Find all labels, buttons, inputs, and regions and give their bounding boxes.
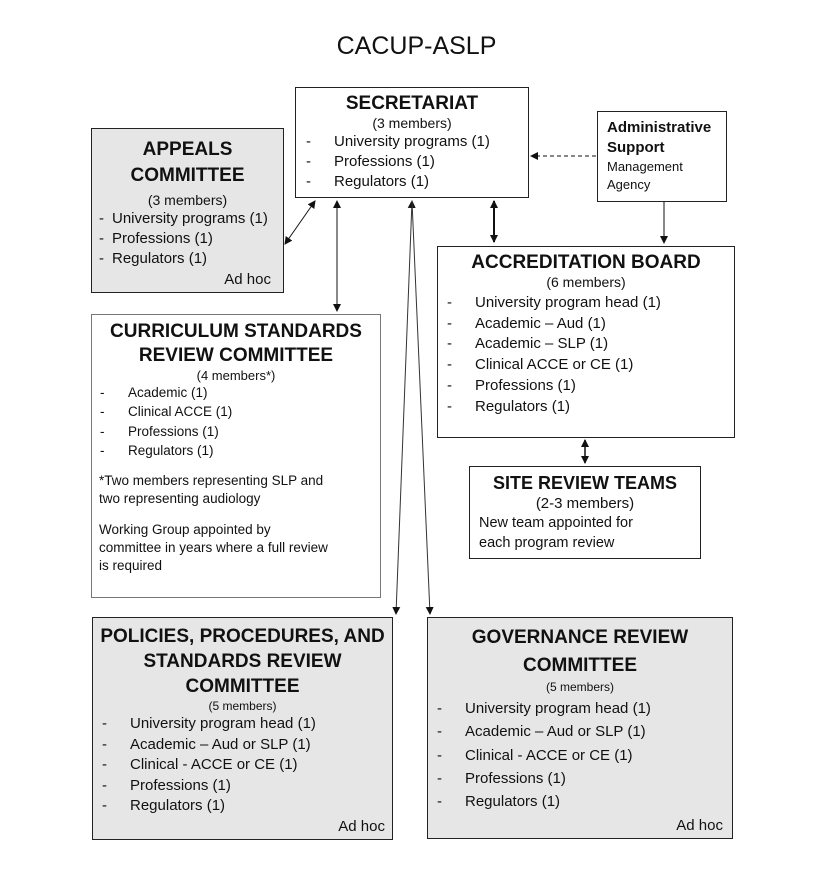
curriculum-heading: CURRICULUM STANDARDS REVIEW COMMITTEE <box>110 321 362 366</box>
curriculum-item: - Clinical ACCE (1) <box>100 404 233 420</box>
secretariat-governance-connector <box>412 201 430 614</box>
site-review-description: New team appointed for each program review <box>479 515 633 551</box>
site-review-members: (2-3 members) <box>535 495 635 512</box>
policies-committee-box <box>92 617 393 840</box>
policies-item: - Academic – Aud or SLP (1) <box>102 735 311 753</box>
accreditation-members: (6 members) <box>546 274 626 290</box>
accreditation-item: - Academic – Aud (1) <box>447 314 606 332</box>
curriculum-committee-box <box>91 314 381 598</box>
site-review-heading: SITE REVIEW TEAMS <box>492 473 678 493</box>
site-review-teams-box <box>469 466 701 559</box>
policies-item: - Professions (1) <box>102 776 231 794</box>
curriculum-item: - Academic (1) <box>100 385 208 400</box>
governance-item: - Clinical - ACCE or CE (1) <box>437 746 633 764</box>
policies-adhoc-tag: Ad hoc <box>338 818 385 835</box>
curriculum-members: (4 members*) <box>196 368 276 383</box>
policies-heading: POLICIES, PROCEDURES, AND STANDARDS REVIEW COMMITTEE <box>100 626 385 697</box>
secretariat-heading: SECRETARIAT <box>345 93 479 114</box>
accreditation-board-box <box>437 246 735 438</box>
secretariat-box <box>295 87 529 198</box>
governance-item: - University program head (1) <box>437 700 651 717</box>
chart-title: CACUP-ASLP <box>336 32 497 60</box>
accreditation-item: - Clinical ACCE or CE (1) <box>447 356 634 374</box>
policies-item: - University program head (1) <box>102 715 316 732</box>
appeals-adhoc-tag: Ad hoc <box>224 271 271 288</box>
accreditation-item: - Academic – SLP (1) <box>447 335 609 353</box>
admin-support-agency: Management Agency <box>607 159 683 192</box>
curriculum-note-working-group: Working Group appointed by committee in years where a full review is required <box>99 522 328 574</box>
governance-heading: GOVERNANCE REVIEW COMMITTEE <box>471 627 689 676</box>
admin-support-heading: Administrative Support <box>607 119 712 156</box>
secretariat-item: - Regulators (1) <box>306 173 430 190</box>
curriculum-item: - Professions (1) <box>100 423 219 439</box>
accreditation-item: - Professions (1) <box>447 376 576 394</box>
governance-item: - Regulators (1) <box>437 793 561 811</box>
appeals-item: - Regulators (1) <box>99 250 208 267</box>
policies-item: - Clinical - ACCE or CE (1) <box>102 756 298 773</box>
accreditation-item: - Regulators (1) <box>447 397 571 415</box>
secretariat-item: - Professions (1) <box>306 153 435 170</box>
appeals-item: - Professions (1) <box>99 230 213 247</box>
curriculum-item: - Regulators (1) <box>100 442 214 458</box>
appeals-heading: APPEALS COMMITTEE <box>130 139 245 186</box>
curriculum-note-representation: *Two members representing SLP and two representing audiology <box>99 473 324 507</box>
secretariat-members: (3 members) <box>372 115 452 131</box>
governance-committee-box <box>427 617 733 839</box>
governance-item: - Professions (1) <box>437 769 566 787</box>
governance-members: (5 members) <box>545 680 614 694</box>
appeals-committee-box <box>91 128 284 293</box>
accreditation-item: - University program head (1) <box>447 294 661 311</box>
accreditation-heading: ACCREDITATION BOARD <box>471 252 701 273</box>
admin-support-box <box>597 111 727 202</box>
secretariat-item: - University programs (1) <box>306 133 490 150</box>
governance-adhoc-tag: Ad hoc <box>676 817 723 834</box>
secretariat-policies-connector <box>396 201 412 614</box>
governance-item: - Academic – Aud or SLP (1) <box>437 723 646 741</box>
appeals-item: - University programs (1) <box>99 210 268 227</box>
policies-item: - Regulators (1) <box>102 797 226 814</box>
policies-members: (5 members) <box>208 699 277 713</box>
appeals-members: (3 members) <box>147 192 228 208</box>
appeals-secretariat-connector <box>285 201 315 244</box>
